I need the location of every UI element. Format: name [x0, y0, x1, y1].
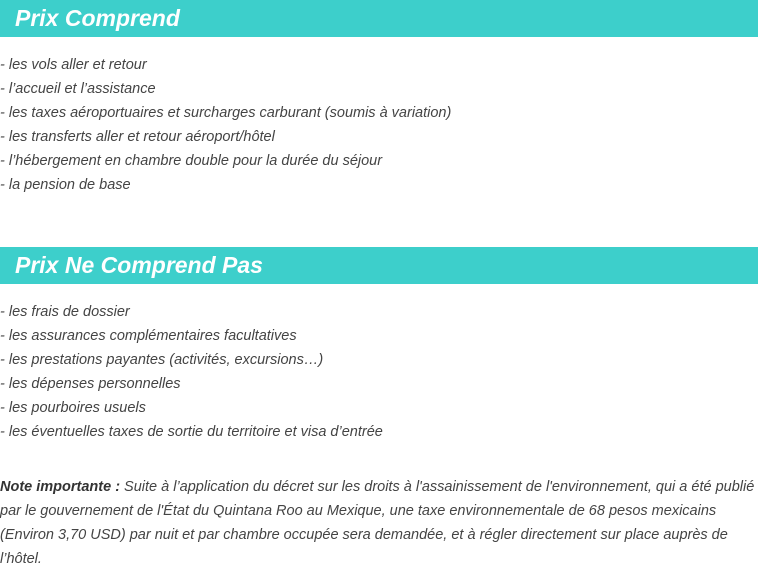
list-item: - les frais de dossier	[0, 304, 130, 320]
price-includes-title: Prix Comprend	[15, 5, 180, 31]
important-note	[0, 475, 758, 571]
price-excludes-title: Prix Ne Comprend Pas	[15, 252, 263, 278]
list-item: - les transferts aller et retour aéroport/hôtel	[0, 129, 275, 145]
important-note-text: Suite à l’application du décret sur les droits à l'assainissement de l'environnement, qui a été publié par le gouvernement de l'État du Quintana Roo au Mexique, une taxe environnementale de 68 pesos mexicains (Environ 3,70 USD) par nuit et par chambre occupée sera demandée, et à régler directement sur place auprès de l’hôtel.	[0, 478, 755, 567]
list-item: - l’hébergement en chambre double pour la durée du séjour	[0, 153, 383, 169]
price-excludes-list	[0, 300, 383, 444]
list-item: - les taxes aéroportuaires et surcharges carburant (soumis à variation)	[0, 105, 452, 121]
list-item: - les dépenses personnelles	[0, 376, 181, 392]
list-item: - les pourboires usuels	[0, 400, 146, 416]
list-item: - les assurances complémentaires facultatives	[0, 328, 297, 344]
list-item: - la pension de base	[0, 177, 131, 193]
list-item: - les prestations payantes (activités, excursions…)	[0, 352, 324, 368]
price-includes-header	[0, 0, 758, 37]
list-item: - l’accueil et l’assistance	[0, 81, 156, 97]
important-note-label: Note importante :	[0, 478, 121, 495]
price-includes-list	[0, 53, 451, 197]
list-item: - les vols aller et retour	[0, 57, 147, 73]
list-item: - les éventuelles taxes de sortie du territoire et visa d’entrée	[0, 424, 383, 440]
price-excludes-header	[0, 247, 758, 284]
